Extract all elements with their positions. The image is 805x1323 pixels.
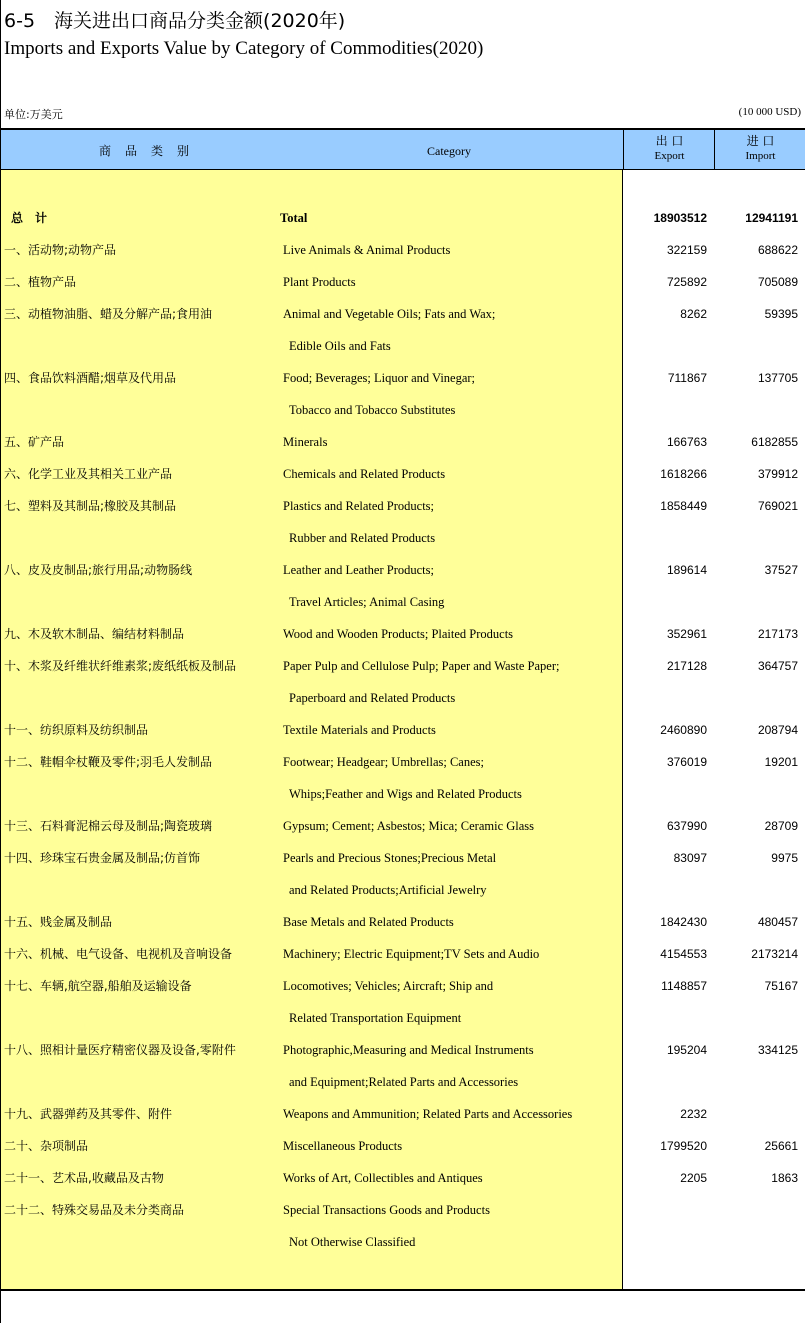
table-row [1,938,805,970]
category-en: Whips;Feather and Wigs and Related Products [289,787,522,801]
category-en: Weapons and Ammunition; Related Parts and Accessories [283,1107,573,1121]
table-row [1,714,805,746]
category-cn: 十八、照相计量医疗精密仪器及设备,零附件 [4,1043,236,1057]
category-cn: 九、木及软木制品、编结材料制品 [4,627,185,641]
export-value: 1842430 [660,915,707,929]
category-en: and Equipment;Related Parts and Accessories [289,1075,519,1089]
import-value: 37527 [764,563,798,577]
category-cn: 七、塑料及其制品;橡胶及其制品 [4,499,177,513]
category-en: Edible Oils and Fats [289,339,391,353]
import-value: 334125 [757,1043,798,1057]
export-value: 195204 [666,1043,707,1057]
import-value: 59395 [764,307,798,321]
category-cn: 十一、纺织原料及纺织制品 [4,723,149,737]
total-row [1,202,805,234]
category-cn: 二、植物产品 [4,275,77,289]
import-value: 28709 [764,819,798,833]
table-row-continuation [1,586,805,618]
export-value: 217128 [666,659,707,673]
table-bottom-border [0,1289,805,1291]
table-row-continuation [1,874,805,906]
header-import-cn: 进 口 [746,134,775,148]
export-value: 1618266 [660,467,707,481]
import-value: 208794 [757,723,798,737]
category-en: Special Transactions Goods and Products [283,1203,490,1217]
export-value: 376019 [666,755,707,769]
category-en: Food; Beverages; Liquor and Vinegar; [283,371,476,385]
category-cn: 二十二、特殊交易品及未分类商品 [4,1203,185,1217]
header-category-cn: 商品类别 [98,144,203,158]
export-value: 83097 [673,851,707,865]
category-en: Tobacco and Tobacco Substitutes [289,403,456,417]
category-en: Works of Art, Collectibles and Antiques [283,1171,483,1185]
category-en: Rubber and Related Products [289,531,436,545]
category-en: Plant Products [283,275,356,289]
page-title-cn: 6-5 海关进出口商品分类金额(2020年) [4,10,346,32]
table-row [1,970,805,1002]
unit-label-en: (10 000 USD) [738,106,801,118]
table-row [1,426,805,458]
table-row [1,362,805,394]
table-row-continuation [1,778,805,810]
category-en: Minerals [283,435,328,449]
import-value: 769021 [757,499,798,513]
export-value: 4154553 [660,947,707,961]
export-value: 189614 [666,563,707,577]
category-cn: 三、动植物油脂、蜡及分解产品;食用油 [4,307,213,321]
export-value: 1799520 [660,1139,707,1153]
table-row-continuation [1,682,805,714]
import-value: 705089 [757,275,798,289]
category-en: Textile Materials and Products [283,723,436,737]
import-value: 379912 [757,467,798,481]
export-value: 322159 [666,243,707,257]
import-value: 480457 [757,915,798,929]
category-cn: 十三、石料膏泥棉云母及制品;陶瓷玻璃 [4,819,213,833]
table-row [1,842,805,874]
import-value: 1863 [771,1171,798,1185]
category-en: Leather and Leather Products; [283,563,434,577]
table-row [1,554,805,586]
category-en: Paperboard and Related Products [289,691,456,705]
category-en: Plastics and Related Products; [283,499,435,513]
category-cn: 十九、武器弹药及其零件、附件 [4,1107,173,1121]
table-row [1,1034,805,1066]
table-header [1,128,805,170]
table-row [1,746,805,778]
import-value: 688622 [757,243,798,257]
category-en: and Related Products;Artificial Jewelry [289,883,487,897]
category-cn: 二十、杂项制品 [4,1139,89,1153]
unit-label-cn: 单位:万美元 [4,108,63,121]
table-row [1,490,805,522]
category-cn: 四、食品饮料酒醋;烟草及代用品 [4,371,177,385]
category-en: Not Otherwise Classified [289,1235,416,1249]
export-value: 18903512 [653,211,707,225]
header-import-en: Import [745,150,776,162]
export-value: 2205 [680,1171,707,1185]
export-value: 352961 [666,627,707,641]
import-value: 217173 [757,627,798,641]
table-row-continuation [1,1226,805,1258]
category-en: Wood and Wooden Products; Plaited Products [283,627,514,641]
export-value: 2460890 [660,723,707,737]
table-row [1,810,805,842]
category-en: Live Animals & Animal Products [283,243,451,257]
category-cn: 八、皮及皮制品;旅行用品;动物肠线 [4,563,193,577]
table-row-continuation [1,330,805,362]
export-value: 725892 [666,275,707,289]
category-en: Pearls and Precious Stones;Precious Metal [283,851,497,865]
category-cn: 十四、珍珠宝石贵金属及制品;仿首饰 [4,851,201,865]
category-en: Footwear; Headgear; Umbrellas; Canes; [283,755,484,769]
category-cn: 十六、机械、电气设备、电视机及音响设备 [4,947,233,961]
export-value: 1148857 [661,979,707,993]
category-cn: 二十一、艺术品,收藏品及古物 [4,1171,164,1185]
table-row-continuation [1,522,805,554]
import-value: 19201 [764,755,798,769]
category-cn: 一、活动物;动物产品 [4,243,117,257]
table-row-continuation [1,1002,805,1034]
category-en: Travel Articles; Animal Casing [289,595,445,609]
category-en: Animal and Vegetable Oils; Fats and Wax; [283,307,496,321]
header-export-cn: 出 口 [655,134,684,148]
table-row [1,266,805,298]
category-cn: 十七、车辆,航空器,船舶及运输设备 [4,979,192,993]
export-value: 2232 [680,1107,707,1121]
category-en: Photographic,Measuring and Medical Instruments [283,1043,534,1057]
import-value: 75167 [764,979,798,993]
category-cn: 十五、贱金属及制品 [4,915,113,929]
export-value: 711867 [667,371,707,385]
table-row [1,298,805,330]
category-en: Related Transportation Equipment [289,1011,462,1025]
import-value: 12941191 [745,211,798,225]
table-row [1,234,805,266]
header-category-en: Category [427,144,471,158]
table-row [1,1194,805,1226]
import-value: 2173214 [751,947,798,961]
category-en: Miscellaneous Products [283,1139,403,1153]
table-row [1,650,805,682]
import-value: 6182855 [751,435,798,449]
table-row [1,1162,805,1194]
category-cn: 十、木浆及纤维状纤维素浆;废纸纸板及制品 [4,659,237,673]
import-value: 9975 [771,851,798,865]
export-value: 166763 [666,435,707,449]
export-value: 1858449 [660,499,707,513]
category-cn: 六、化学工业及其相关工业产品 [4,467,173,481]
import-value: 137705 [757,371,798,385]
category-cn: 五、矿产品 [4,435,65,449]
page-title-en: Imports and Exports Value by Category of Commodities(2020) [4,38,484,59]
import-value: 25661 [764,1139,798,1153]
table-row-continuation [1,394,805,426]
category-cn: 总 计 [11,211,48,225]
category-en: Chemicals and Related Products [283,467,446,481]
header-export-en: Export [654,150,685,162]
header-export-column [623,130,715,170]
category-en: Total [280,211,308,225]
category-en: Machinery; Electric Equipment;TV Sets and Audio [283,947,540,961]
table-row [1,1098,805,1130]
category-en: Gypsum; Cement; Asbestos; Mica; Ceramic Glass [283,819,535,833]
table-row-continuation [1,1066,805,1098]
export-value: 8262 [680,307,707,321]
table-row [1,618,805,650]
category-cn: 十二、鞋帽伞杖鞭及零件;羽毛人发制品 [4,755,213,769]
category-en: Locomotives; Vehicles; Aircraft; Ship and [283,979,494,993]
export-value: 637990 [666,819,707,833]
header-import-column [714,130,805,170]
table-row [1,458,805,490]
category-en: Base Metals and Related Products [283,915,454,929]
import-value: 364757 [757,659,798,673]
table-row [1,1130,805,1162]
category-en: Paper Pulp and Cellulose Pulp; Paper and Waste Paper; [283,659,560,673]
table-row [1,906,805,938]
